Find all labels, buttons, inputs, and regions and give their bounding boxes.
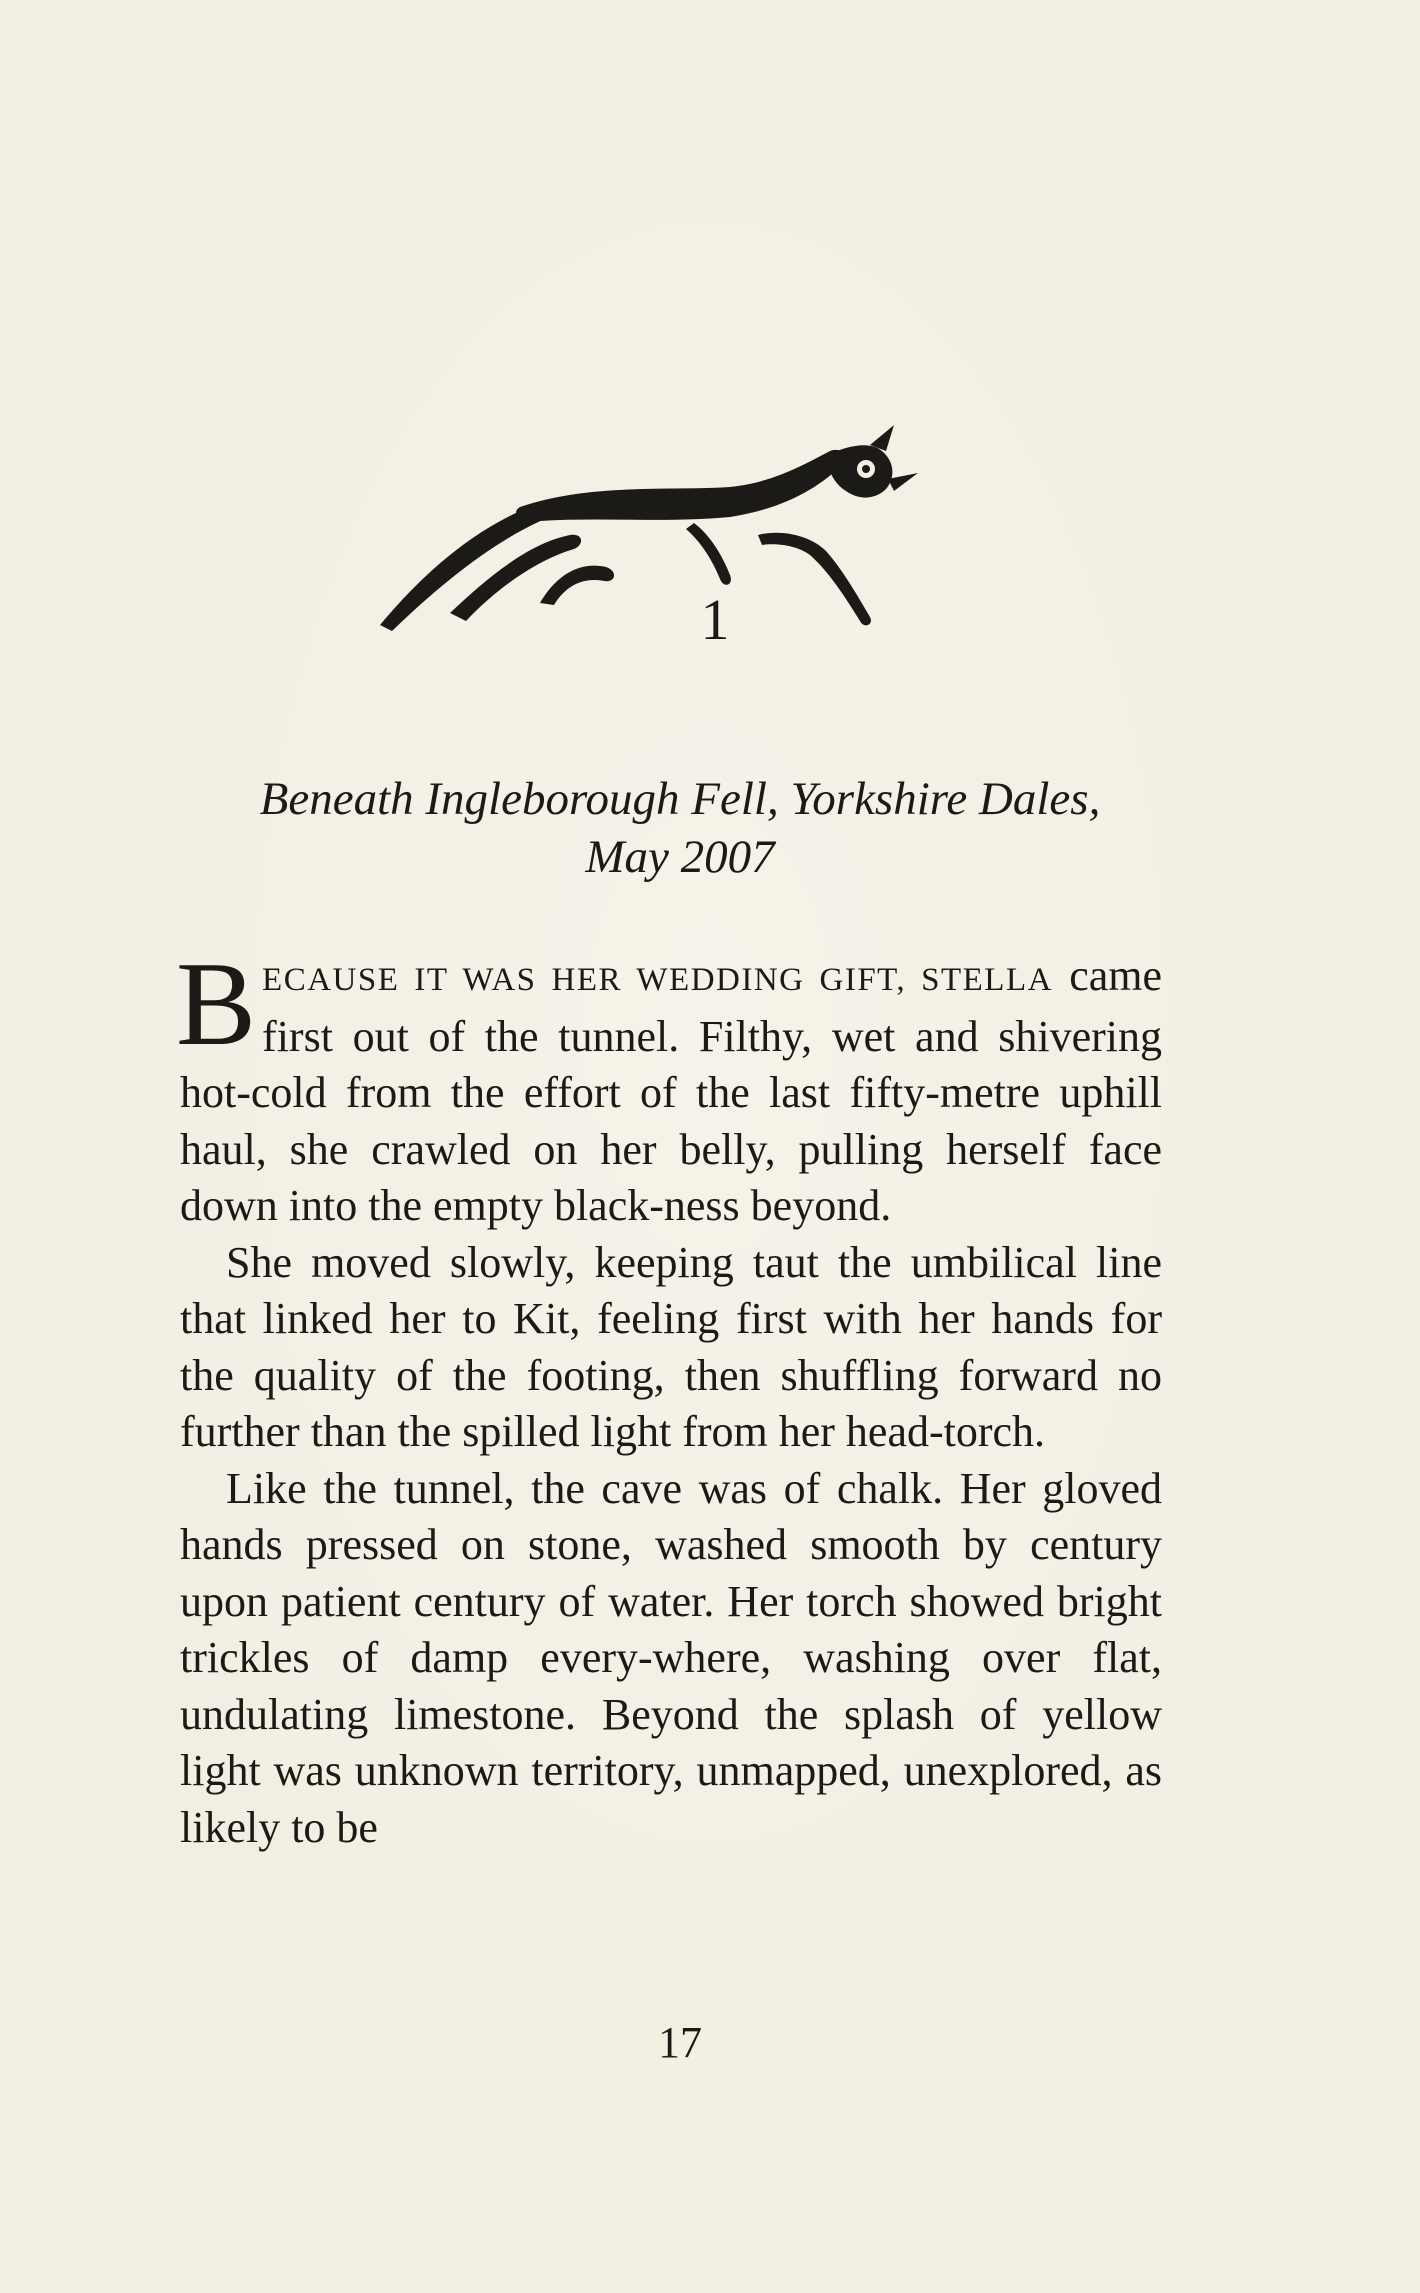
page-number: 17 — [658, 2018, 702, 2067]
paragraph-1-text: came first out of the tunnel. Filthy, wet and shivering hot-cold from the effort of the last fifty-metre uphill haul, she crawled on her belly, pulling herself face down into the empty black-ness beyond. — [180, 951, 1162, 1230]
white-horse-icon — [370, 425, 970, 665]
chapter-number: 1 — [700, 587, 730, 652]
chapter-subtitle — [180, 770, 1180, 886]
opening-small-caps: ECAUSE IT WAS HER WEDDING GIFT, STELLA — [262, 962, 1053, 998]
paragraph-2: She moved slowly, keeping taut the umbilical line that linked her to Kit, feeling first with her hands for the quality of the footing, then shuffling forward no further than the spilled light from her head-torch. — [180, 1237, 1162, 1456]
paragraph-3: Like the tunnel, the cave was of chalk. Her gloved hands pressed on stone, washed smooth by century upon patient century of water. Her torch showed bright trickles of damp every-where, washing over flat, undulating limestone. Beyond the splash of yellow light was unknown territory, unmapped, unexplored, as likely to be — [180, 1463, 1162, 1852]
chapter-body — [176, 937, 1162, 1856]
drop-cap: B — [176, 937, 257, 1070]
subtitle-line-2: May 2007 — [585, 831, 775, 883]
subtitle-line-1: Beneath Ingleborough Fell, Yorkshire Dales, — [259, 773, 1101, 825]
paragraph-1 — [176, 937, 1162, 1235]
